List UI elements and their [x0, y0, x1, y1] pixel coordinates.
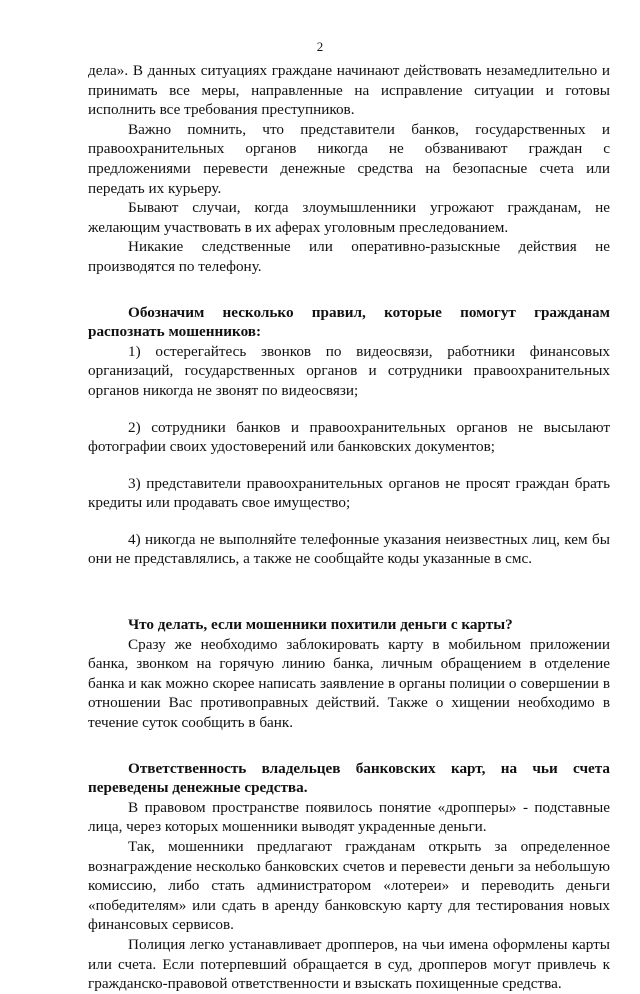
- rule-item: 2) сотрудники банков и правоохранительных органов не высылают фотографии своих удостоверений или банковских документов;: [88, 418, 610, 456]
- paragraph: дела». В данных ситуациях граждане начинают действовать незамедлительно и принимать все меры, направленные на исправление ситуации и готовы исполнить все требования преступников.: [88, 62, 610, 119]
- theft-paragraph: Сразу же необходимо заблокировать карту в мобильном приложении банка, звонком на горячую линию банка, личным обращением в отделение банка и как можно скорее написать заявление в органы полиции о совершении в отношении Вас противоправных действий. Также о хищении необходимо в течение суток сообщить в банк.: [88, 635, 610, 732]
- rule-item: 3) представители правоохранительных органов не просят граждан брать кредиты или продавать свое имущество;: [88, 474, 610, 512]
- rule-item: 1) остерегайтесь звонков по видеосвязи, работники финансовых организаций, государственных органов и сотрудники правоохранительных органов никогда не звонят по видеосвязи;: [88, 342, 610, 399]
- liability-heading: Ответственность владельцев банковских карт, на чьи счета переведены денежные средства.: [88, 759, 610, 797]
- paragraph: Никакие следственные или оперативно-разыскные действия не производятся по телефону.: [88, 238, 610, 275]
- paragraph: Так, мошенники предлагают гражданам открыть за определенное вознаграждение несколько банковских счетов и перевести деньги за небольшую комиссию, либо стать администратором «лотереи» и переводить деньги «победителям» или сдать в аренду банковскую карту для тестирования новых финансовых сервисов.: [88, 838, 610, 934]
- document-body: [88, 61, 610, 994]
- rules-heading: Обозначим несколько правил, которые помогут гражданам распознать мошенников:: [88, 303, 610, 341]
- paragraph: Бывают случаи, когда злоумышленники угрожают гражданам, не желающим участвовать в их аферах уголовным преследованием.: [88, 199, 610, 236]
- theft-heading: Что делать, если мошенники похитили деньги с карты?: [128, 616, 513, 634]
- paragraph: В правовом пространстве появилось понятие «дропперы» - подставные лица, через которых мошенники выводят украденные деньги.: [88, 798, 610, 836]
- rule-item: 4) никогда не выполняйте телефонные указания неизвестных лиц, кем бы они не представлялись, а также не сообщайте коды указанные в смс.: [88, 530, 610, 568]
- page-number: 2: [316, 39, 324, 54]
- paragraph: Полиция легко устанавливает дропперов, на чьи имена оформлены карты или счета. Если потерпевший обращается в суд, дропперов могут привлечь к гражданско-правовой ответственности и взыскать похищенные средства.: [88, 935, 610, 993]
- paragraph: Важно помнить, что представители банков, государственных и правоохранительных органов никогда не обзванивают граждан с предложениями перевести денежные средства на безопасные счета или передать их курьеру.: [88, 120, 610, 197]
